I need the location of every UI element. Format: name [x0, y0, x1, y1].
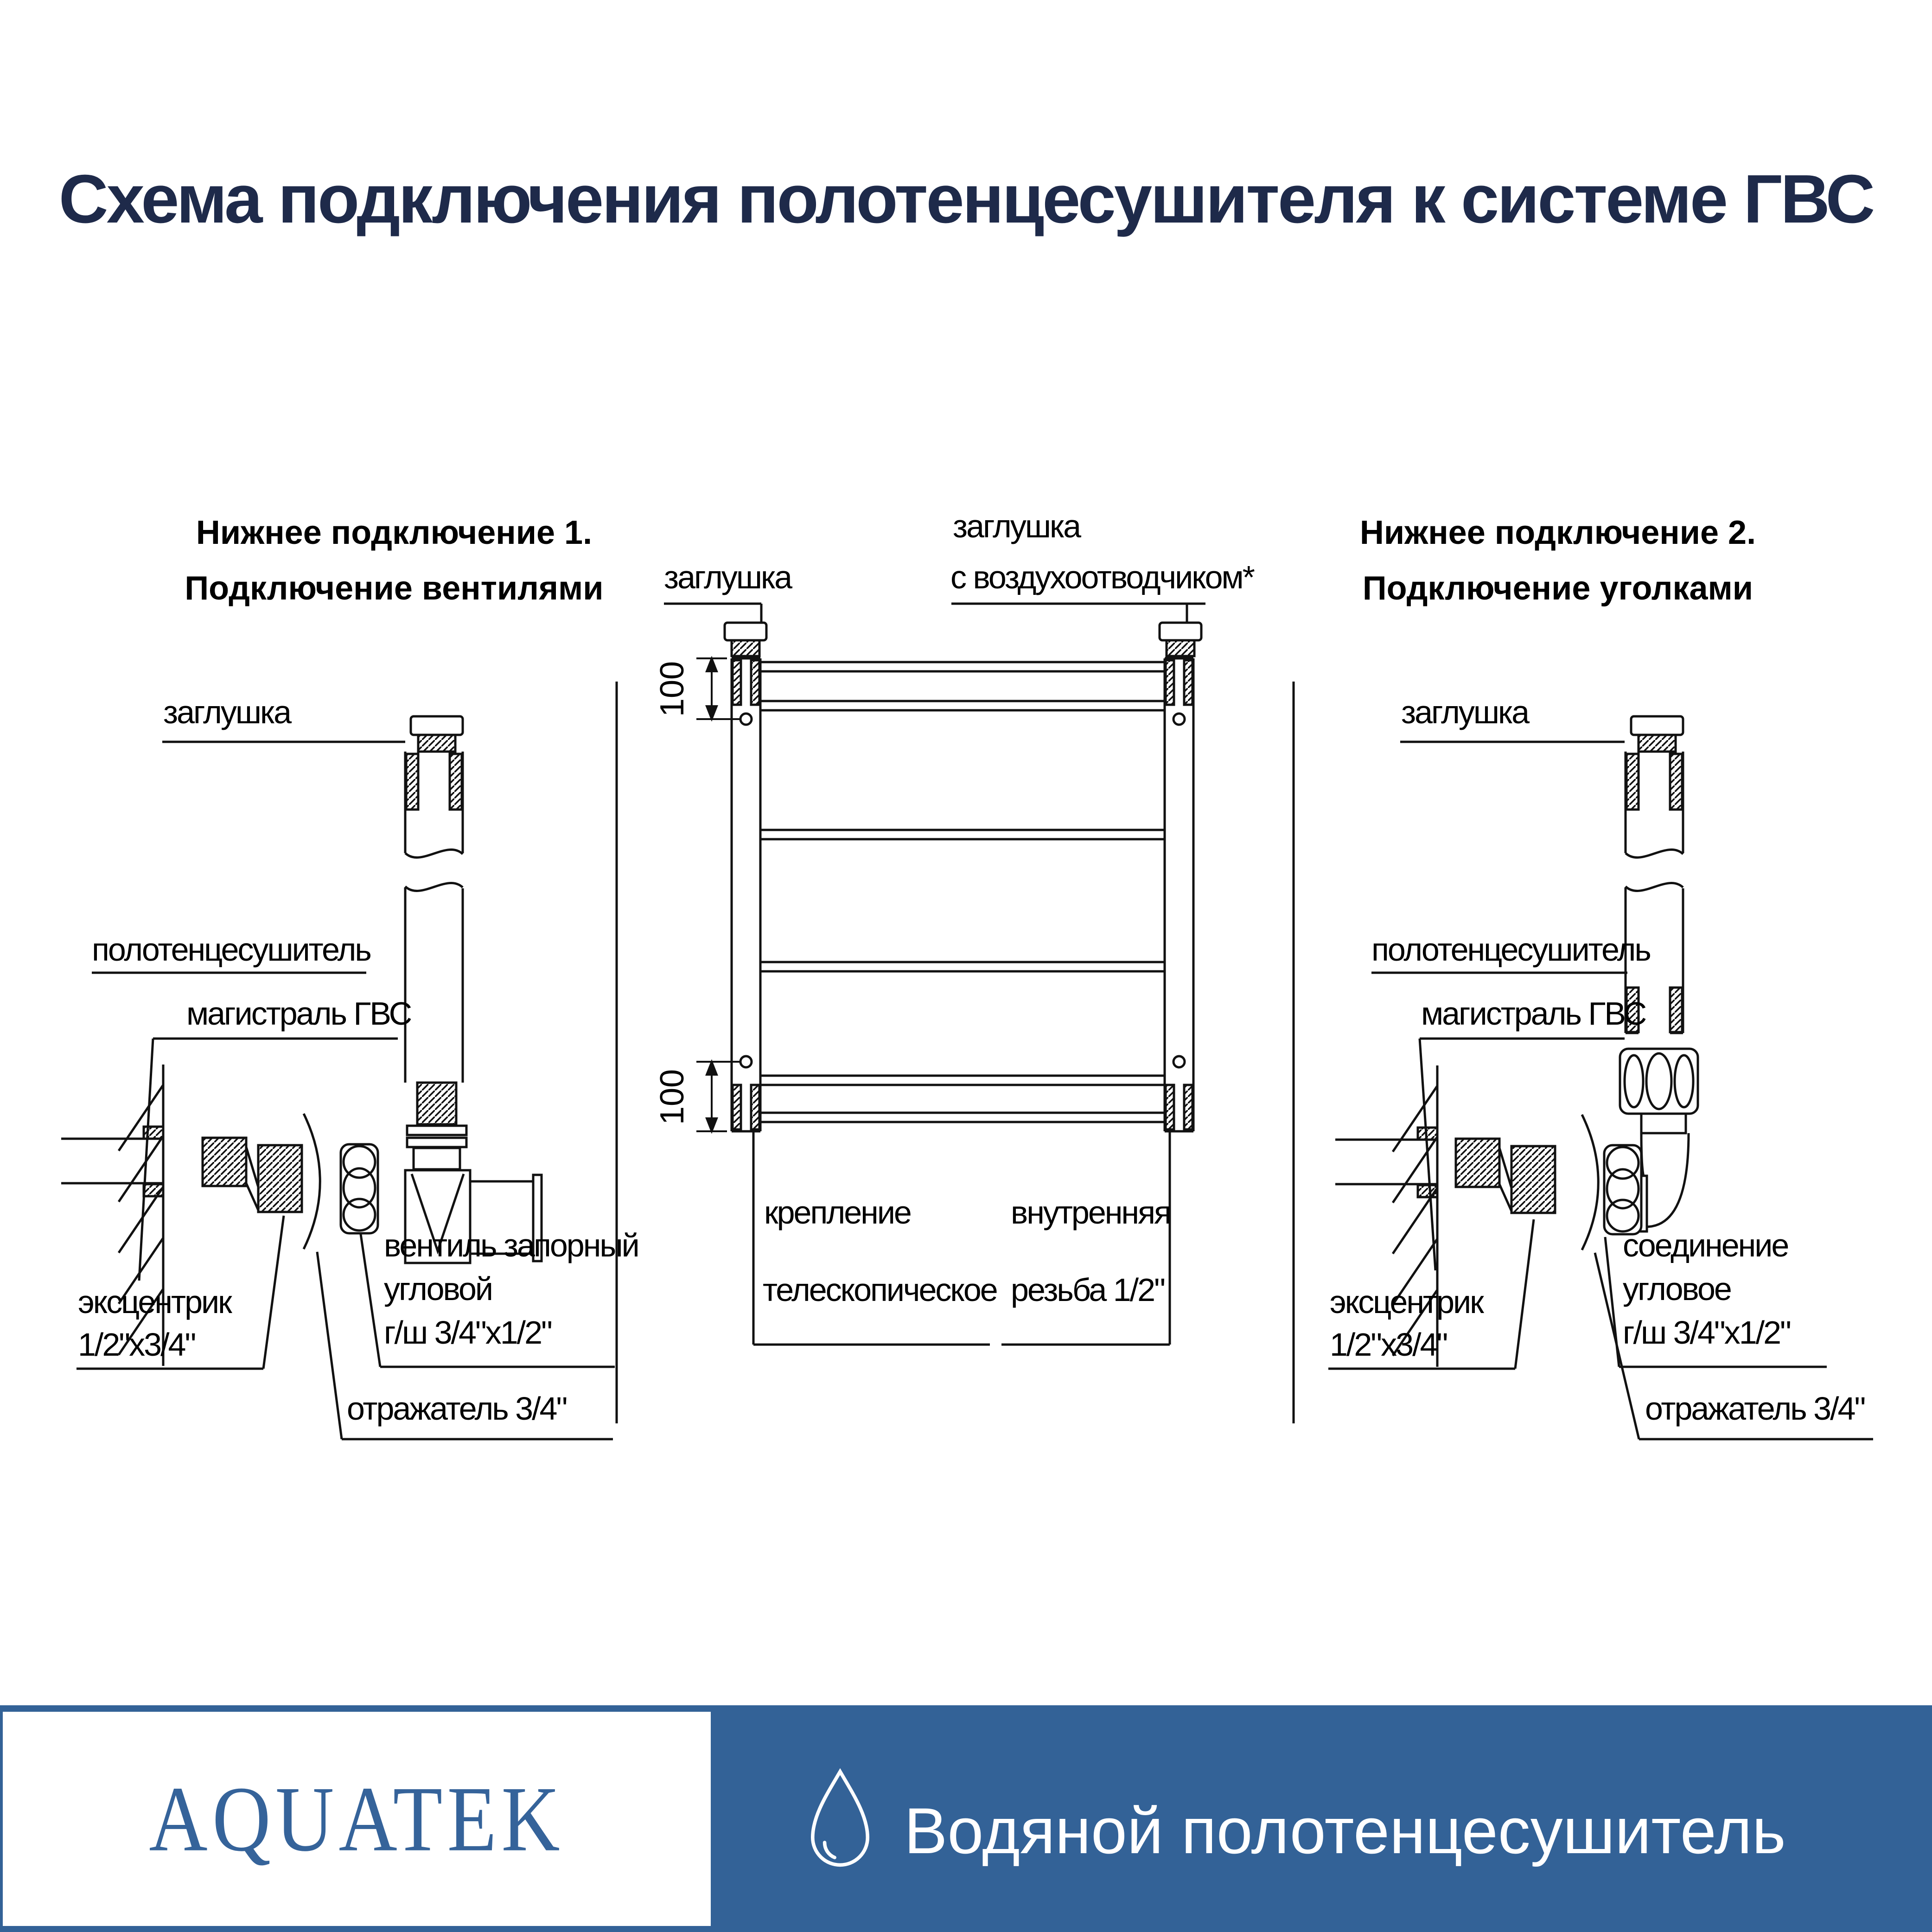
footer-product-label: Водяной полотенцесушитель	[904, 1794, 1786, 1867]
eccentric-icon	[203, 1138, 246, 1186]
page-title: Схема подключения полотенцесушителя к системе ГВС	[58, 161, 1874, 237]
left-eccentric-label-1: эксцентрик	[78, 1284, 231, 1320]
brand-logo: AQUATEK	[149, 1766, 565, 1870]
mount-label-2: телескопическое	[763, 1272, 997, 1308]
dim-bottom-value: 100	[654, 1069, 691, 1125]
left-eccentric-label-2: 1/2"x3/4"	[78, 1326, 195, 1363]
left-valve-label-1: вентиль запорный	[384, 1227, 638, 1263]
dim-top-value: 100	[654, 661, 691, 717]
mount-label-1: крепление	[764, 1194, 911, 1231]
thread-label-1: внутренняя	[1011, 1194, 1170, 1231]
right-elbow-label-1: соединение	[1623, 1227, 1788, 1263]
reflector-icon	[304, 1114, 320, 1249]
left-valve-label-3: г/ш 3/4"x1/2"	[384, 1314, 551, 1351]
brand-box	[3, 1712, 711, 1926]
left-heading-2: Подключение вентилями	[185, 570, 604, 607]
elbow-icon	[1639, 1133, 1689, 1231]
middle-air-cap-label-1: заглушка	[953, 508, 1080, 544]
left-cap-label: заглушка	[163, 694, 291, 730]
middle-air-cap-label-2: с воздухоотводчиком*	[950, 559, 1254, 595]
right-cap-label: заглушка	[1401, 694, 1529, 730]
towel-rail-rungs	[760, 662, 1165, 1122]
left-reflector-label: отражатель 3/4"	[347, 1390, 567, 1427]
right-towel-rail-label: полотенцесушитель	[1371, 931, 1650, 968]
right-heading-1: Нижнее подключение 2.	[1359, 514, 1756, 551]
thread-label-2: резьба 1/2"	[1011, 1272, 1164, 1308]
left-towel-rail-label: полотенцесушитель	[92, 931, 370, 968]
cap-icon	[411, 716, 463, 735]
right-elbow-label-2: угловое	[1623, 1271, 1731, 1307]
left-valve-label-2: угловой	[384, 1271, 492, 1307]
right-elbow-label-3: г/ш 3/4"x1/2"	[1623, 1314, 1790, 1351]
right-main-label: магистраль ГВС	[1421, 995, 1646, 1032]
right-reflector-label: отражатель 3/4"	[1645, 1390, 1865, 1427]
right-eccentric-label-2: 1/2"x3/4"	[1330, 1326, 1447, 1363]
right-heading-2: Подключение уголками	[1362, 570, 1753, 607]
water-drop-icon	[808, 1767, 873, 1872]
middle-cap-label: заглушка	[664, 559, 791, 595]
right-eccentric-label-1: эксцентрик	[1330, 1284, 1483, 1320]
left-main-label: магистраль ГВС	[186, 995, 411, 1032]
left-heading-1: Нижнее подключение 1.	[196, 514, 593, 551]
